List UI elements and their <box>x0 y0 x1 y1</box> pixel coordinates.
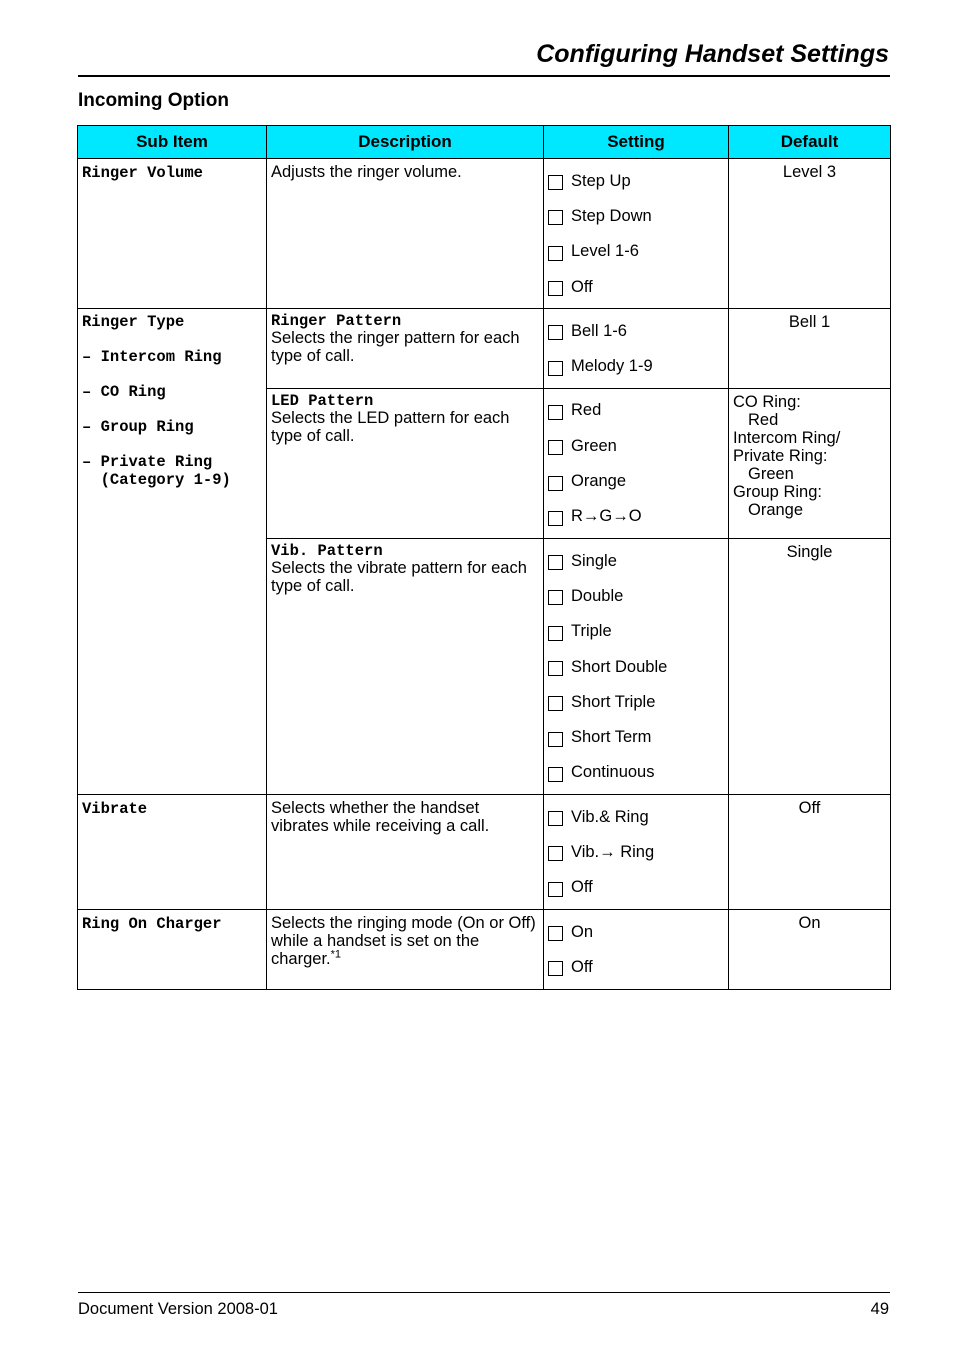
checkbox-icon[interactable] <box>548 846 563 861</box>
sub-item-cell <box>78 159 267 309</box>
setting-option[interactable]: Short Double <box>548 649 724 684</box>
setting-option[interactable]: Vib.& Ring <box>548 799 724 834</box>
default-value-line: CO Ring: <box>733 392 801 411</box>
checkbox-icon[interactable] <box>548 476 563 491</box>
checkbox-icon[interactable] <box>548 210 563 225</box>
setting-option[interactable]: Off <box>548 870 724 905</box>
description-heading: Ringer Pattern <box>271 312 402 331</box>
checkbox-icon[interactable] <box>548 882 563 897</box>
default-cell <box>729 309 891 389</box>
header-divider <box>78 75 890 77</box>
sub-item-label: – CO Ring <box>82 383 166 402</box>
setting-option[interactable]: Vib.→ Ring <box>548 834 724 869</box>
sub-item-label: Ringer Type <box>82 313 185 332</box>
checkbox-icon[interactable] <box>548 325 563 340</box>
description-text: Selects the ringing mode (On or Off) while a handset is set on the charger. <box>271 913 536 968</box>
setting-cell <box>544 309 729 389</box>
footnote-marker: *1 <box>330 948 342 961</box>
setting-option[interactable]: Continuous <box>548 755 724 790</box>
checkbox-icon[interactable] <box>548 246 563 261</box>
default-cell <box>729 538 891 794</box>
setting-option[interactable]: Bell 1-6 <box>548 313 724 348</box>
setting-option[interactable]: Double <box>548 578 724 613</box>
setting-option[interactable]: Step Up <box>548 163 724 198</box>
checkbox-icon[interactable] <box>548 555 563 570</box>
default-cell <box>729 795 891 910</box>
setting-option[interactable]: Off <box>548 949 724 984</box>
description-cell <box>267 538 544 794</box>
document-version: Document Version 2008-01 <box>78 1300 278 1318</box>
default-value-line: Group Ring: <box>733 482 822 501</box>
sub-item-label: Vibrate <box>82 800 148 819</box>
sub-item-label: – Intercom Ring <box>82 348 222 367</box>
setting-cell <box>544 909 729 989</box>
checkbox-icon[interactable] <box>548 732 563 747</box>
default-value-line: Red <box>748 410 779 429</box>
description-heading: Vib. Pattern <box>271 541 383 560</box>
default-value: On <box>798 913 821 932</box>
setting-option[interactable]: Green <box>548 428 724 463</box>
setting-cell <box>544 538 729 794</box>
page-number: 49 <box>870 1300 889 1318</box>
setting-option[interactable]: Level 1-6 <box>548 234 724 269</box>
setting-option[interactable]: Step Down <box>548 198 724 233</box>
checkbox-icon[interactable] <box>548 696 563 711</box>
default-cell <box>729 909 891 989</box>
incoming-option-table <box>77 125 891 990</box>
checkbox-icon[interactable] <box>548 961 563 976</box>
sub-item-label: Ringer Volume <box>82 164 203 182</box>
table-row-ringer-volume <box>78 159 891 309</box>
footer-divider <box>78 1292 890 1293</box>
setting-option[interactable]: R→G→O <box>548 499 724 534</box>
setting-option[interactable]: Orange <box>548 463 724 498</box>
description-cell <box>267 909 544 989</box>
default-value: Single <box>786 542 833 561</box>
column-header-sub-item: Sub Item <box>78 126 267 159</box>
section-title: Incoming Option <box>78 90 229 111</box>
default-value: Level 3 <box>782 163 837 181</box>
default-value-line: Green <box>748 464 794 483</box>
sub-item-cell <box>78 909 267 989</box>
setting-option[interactable]: Triple <box>548 614 724 649</box>
description-cell <box>267 795 544 910</box>
table-row-ring-on-charger <box>78 909 891 989</box>
sub-item-label: Ring On Charger <box>82 914 222 933</box>
setting-option[interactable]: Short Triple <box>548 684 724 719</box>
default-value: Off <box>798 799 821 818</box>
description-cell <box>267 309 544 389</box>
checkbox-icon[interactable] <box>548 590 563 605</box>
checkbox-icon[interactable] <box>548 175 563 190</box>
checkbox-icon[interactable] <box>548 440 563 455</box>
setting-option[interactable]: On <box>548 914 724 949</box>
sub-item-label: – Group Ring <box>82 418 194 437</box>
description-text: Adjusts the ringer volume. <box>271 163 462 181</box>
default-value-line: Intercom Ring/ <box>733 428 841 447</box>
default-value-line: Orange <box>748 500 804 519</box>
column-header-setting: Setting <box>544 126 729 159</box>
setting-option[interactable]: Short Term <box>548 719 724 754</box>
description-text: Selects the vibrate pattern for each type of call. <box>271 558 527 595</box>
checkbox-icon[interactable] <box>548 626 563 641</box>
checkbox-icon[interactable] <box>548 661 563 676</box>
description-heading: LED Pattern <box>271 391 374 410</box>
description-cell <box>267 159 544 309</box>
checkbox-icon[interactable] <box>548 405 563 420</box>
default-value-line: Private Ring: <box>733 446 828 465</box>
setting-option[interactable]: Single <box>548 543 724 578</box>
sub-item-cell-ringer-type <box>78 309 267 795</box>
setting-option[interactable]: Red <box>548 393 724 428</box>
description-text: Selects the ringer pattern for each type of call. <box>271 329 520 366</box>
default-cell <box>729 159 891 309</box>
checkbox-icon[interactable] <box>548 281 563 296</box>
setting-option[interactable]: Off <box>548 269 724 304</box>
table-row-vibrate <box>78 795 891 910</box>
column-header-default: Default <box>729 126 891 159</box>
sub-item-cell <box>78 795 267 910</box>
default-value: Bell 1 <box>788 313 831 332</box>
table-header-row <box>78 126 891 159</box>
default-cell <box>729 388 891 538</box>
description-text: Selects whether the handset vibrates while receiving a call. <box>271 799 490 836</box>
checkbox-icon[interactable] <box>548 811 563 826</box>
checkbox-icon[interactable] <box>548 767 563 782</box>
description-text: Selects the LED pattern for each type of call. <box>271 408 510 445</box>
setting-cell <box>544 795 729 910</box>
checkbox-icon[interactable] <box>548 361 563 376</box>
table-row-ringer-pattern <box>78 309 891 389</box>
sub-item-label: (Category 1-9) <box>82 471 231 490</box>
page-header-title: Configuring Handset Settings <box>536 40 889 68</box>
setting-cell <box>544 388 729 538</box>
setting-option[interactable]: Melody 1-9 <box>548 348 724 383</box>
sub-item-label: – Private Ring <box>82 453 213 472</box>
description-cell <box>267 388 544 538</box>
column-header-description: Description <box>267 126 544 159</box>
checkbox-icon[interactable] <box>548 926 563 941</box>
checkbox-icon[interactable] <box>548 511 563 526</box>
default-value-list <box>733 393 886 519</box>
setting-cell <box>544 159 729 309</box>
